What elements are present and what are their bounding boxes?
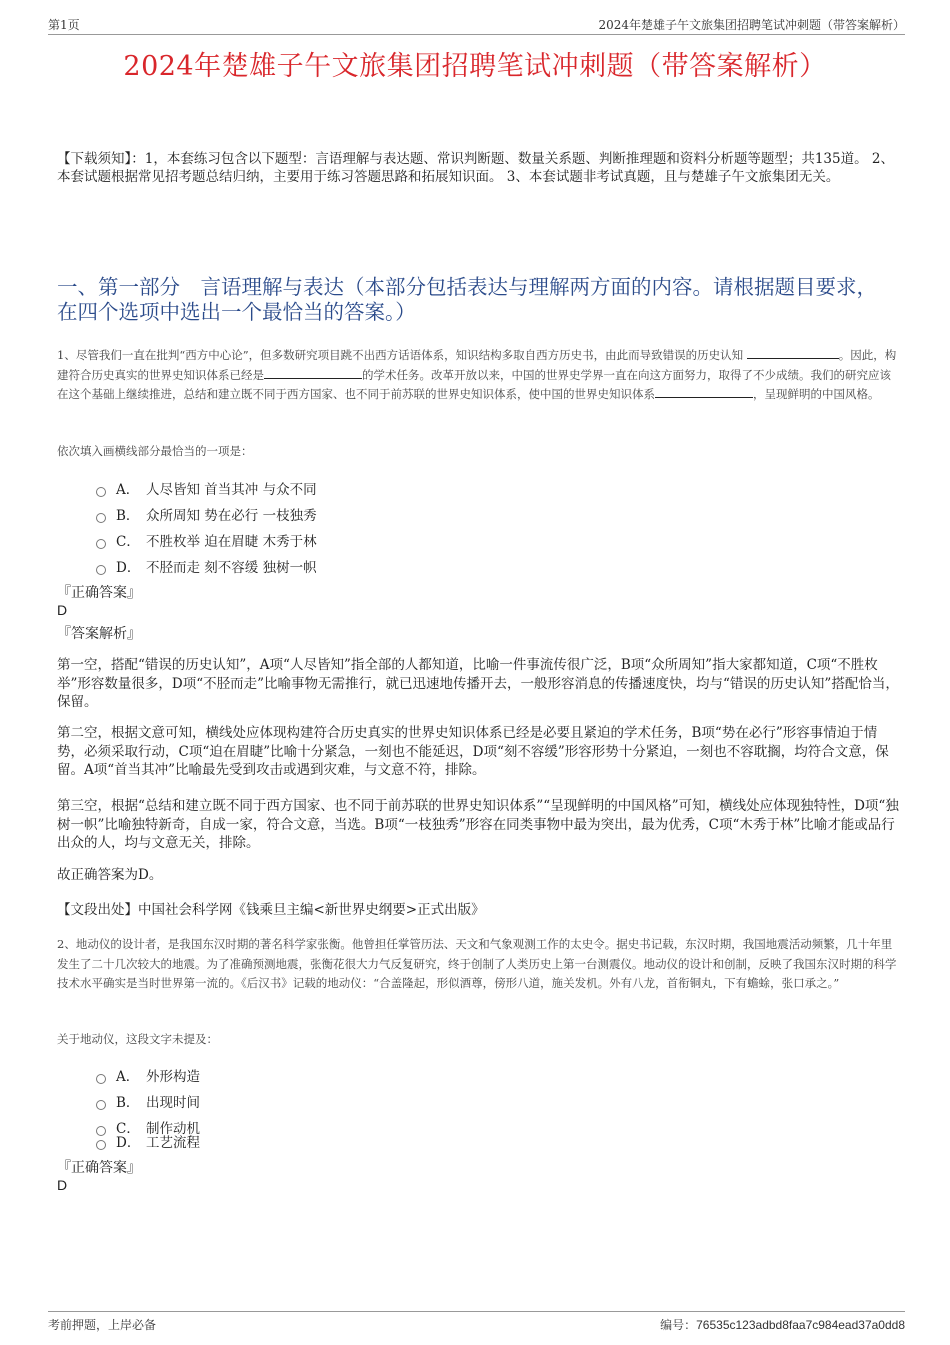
- header-doc-title: 2024年楚雄子午文旅集团招聘笔试冲刺题（带答案解析）: [598, 18, 905, 32]
- q1-option-b[interactable]: B． 众所周知 势在必行 一枝独秀: [96, 504, 317, 524]
- radio-icon[interactable]: [96, 1140, 106, 1150]
- download-notice: 【下载须知】：1，本套练习包含以下题型：言语理解与表达题、常识判断题、数量关系题、判断推理题和资料分析题等题型；共135道。 2、本套试题根据常见招考题总结归纳，主要用于练习答题思路和拓展知识面。 3、本套试题非考试真题，且与楚雄子午文旅集团无关。: [57, 151, 894, 185]
- q2-option-b[interactable]: B． 出现时间: [96, 1091, 200, 1111]
- q1-part4: ，呈现鲜明的中国风格。: [753, 387, 880, 401]
- q2-answer-label: 『正确答案』: [57, 1160, 141, 1176]
- q1-analysis-3: 第三空，根据“总结和建立既不同于西方国家、也不同于前苏联的世界史知识体系”“呈现鲜明的中国风格”可知，横线处应体现独特性，D项“独树一帜”比喻独特新奇，自成一家，符合文意，当选。B项“一枝独秀”形容在同类事物中最为突出，最为优秀，C项“木秀于林”比喻才能或品行出众的人，均与文意无关，排除。: [57, 798, 899, 851]
- q1-answer: D: [57, 602, 68, 618]
- blank-3: [655, 385, 753, 398]
- footer-slogan: 考前押题，上岸必备: [48, 1318, 157, 1332]
- q1-analysis-4: 故正确答案为D。: [57, 867, 163, 883]
- question-2-text: 2、地动仪的设计者，是我国东汉时期的著名科学家张衡。他曾担任掌管历法、天文和气象观测工作的太史令。据史书记载，东汉时期，我国地震活动频繁，几十年里发生了二十几次较大的地震。为了准确预测地震，张衡花很大力气反复研究，终于创制了人类历史上第一台测震仪。地动仪的设计和创制，反映了我国东汉时期的科学技术水平确实是当时世界第一流的。《后汉书》记载的地动仪：“合盖隆起，形似酒尊，傍形八道，施关发机。外有八龙，首衔铜丸，下有蟾蜍，张口承之。”: [57, 937, 897, 990]
- radio-icon[interactable]: [96, 1074, 106, 1084]
- blank-1: [747, 346, 839, 359]
- radio-icon[interactable]: [96, 487, 106, 497]
- q1-option-c[interactable]: C． 不胜枚举 迫在眉睫 木秀于林: [96, 530, 317, 550]
- q1-source: 【文段出处】中国社会科学网《钱乘旦主编<新世界史纲要>正式出版》: [57, 902, 485, 918]
- radio-icon[interactable]: [96, 539, 106, 549]
- q1-analysis-label: 『答案解析』: [57, 626, 141, 642]
- q1-option-a[interactable]: A． 人尽皆知 首当其冲 与众不同: [96, 478, 317, 498]
- q2-option-a[interactable]: A． 外形构造: [96, 1065, 200, 1085]
- radio-icon[interactable]: [96, 513, 106, 523]
- q1-part3: 的学术任务。改革开放以来，中国的世界史学界一直在向这方面努力，取得了不少成绩。我们的研究应该在这个基础上继续推进，总结和建立既不同于西方国家、也不同于前苏联的世界史知识体系，使中国的世界史知识体系: [57, 367, 891, 401]
- q2-answer: D: [57, 1177, 68, 1193]
- q1-option-d[interactable]: D． 不胫而走 刻不容缓 独树一帜: [96, 556, 317, 576]
- q1-analysis-2: 第二空，根据文意可知，横线处应体现构建符合历史真实的世界史知识体系已经是必要且紧迫的学术任务，B项“势在必行”形容事情迫于情势，必须采取行动，C项“迫在眉睫”比喻十分紧急，一刻也不能延迟，D项“刻不容缓”形容形势十分紧迫，一刻也不容耽搁，均符合文意，保留。A项“首当其冲”比喻最先受到攻击或遇到灾难，与文意不符，排除。: [57, 725, 889, 778]
- footer-code: 编号：76535c123adbd8faa7c984ead37a0dd8: [660, 1318, 905, 1332]
- radio-icon[interactable]: [96, 1100, 106, 1110]
- question-1-prompt: 依次填入画横线部分最恰当的一项是：: [57, 444, 253, 458]
- q1-analysis-1: 第一空，搭配“错误的历史认知”，A项“人尽皆知”指全部的人都知道，比喻一件事流传很广泛，B项“众所周知”指大家都知道，C项“不胜枚举”形容数量很多，D项“不胫而走”比喻事物无需推行，就已迅速地传播开去，一般形容消息的传播速度快，均与“错误的历史认知”搭配恰当，保留。: [57, 657, 899, 710]
- blank-2: [264, 366, 362, 379]
- page-footer: [48, 1311, 905, 1334]
- q1-answer-label: 『正确答案』: [57, 585, 141, 601]
- document-title: 2024年楚雄子午文旅集团招聘笔试冲刺题（带答案解析）: [123, 51, 827, 82]
- question-1-text: [57, 346, 902, 405]
- q1-part1: 1、尽管我们一直在批判“西方中心论”，但多数研究项目跳不出西方话语体系，知识结构多取自西方历史书，由此而导致错误的历史认知: [57, 348, 744, 362]
- q1-part2: 。因此，构建符合历史真实的世界史知识体系已经是: [57, 348, 897, 382]
- q2-option-d[interactable]: D． 工艺流程: [96, 1131, 200, 1151]
- question-2-prompt: 关于地动仪，这段文字未提及：: [57, 1032, 218, 1046]
- page-header: [48, 14, 905, 35]
- section-heading: 一、第一部分 言语理解与表达（本部分包括表达与理解两方面的内容。请根据题目要求，在四个选项中选出一个最恰当的答案。）: [57, 275, 877, 324]
- radio-icon[interactable]: [96, 565, 106, 575]
- q2-option-c[interactable]: C． 制作动机: [96, 1117, 200, 1137]
- page-number: 第1页: [48, 18, 80, 32]
